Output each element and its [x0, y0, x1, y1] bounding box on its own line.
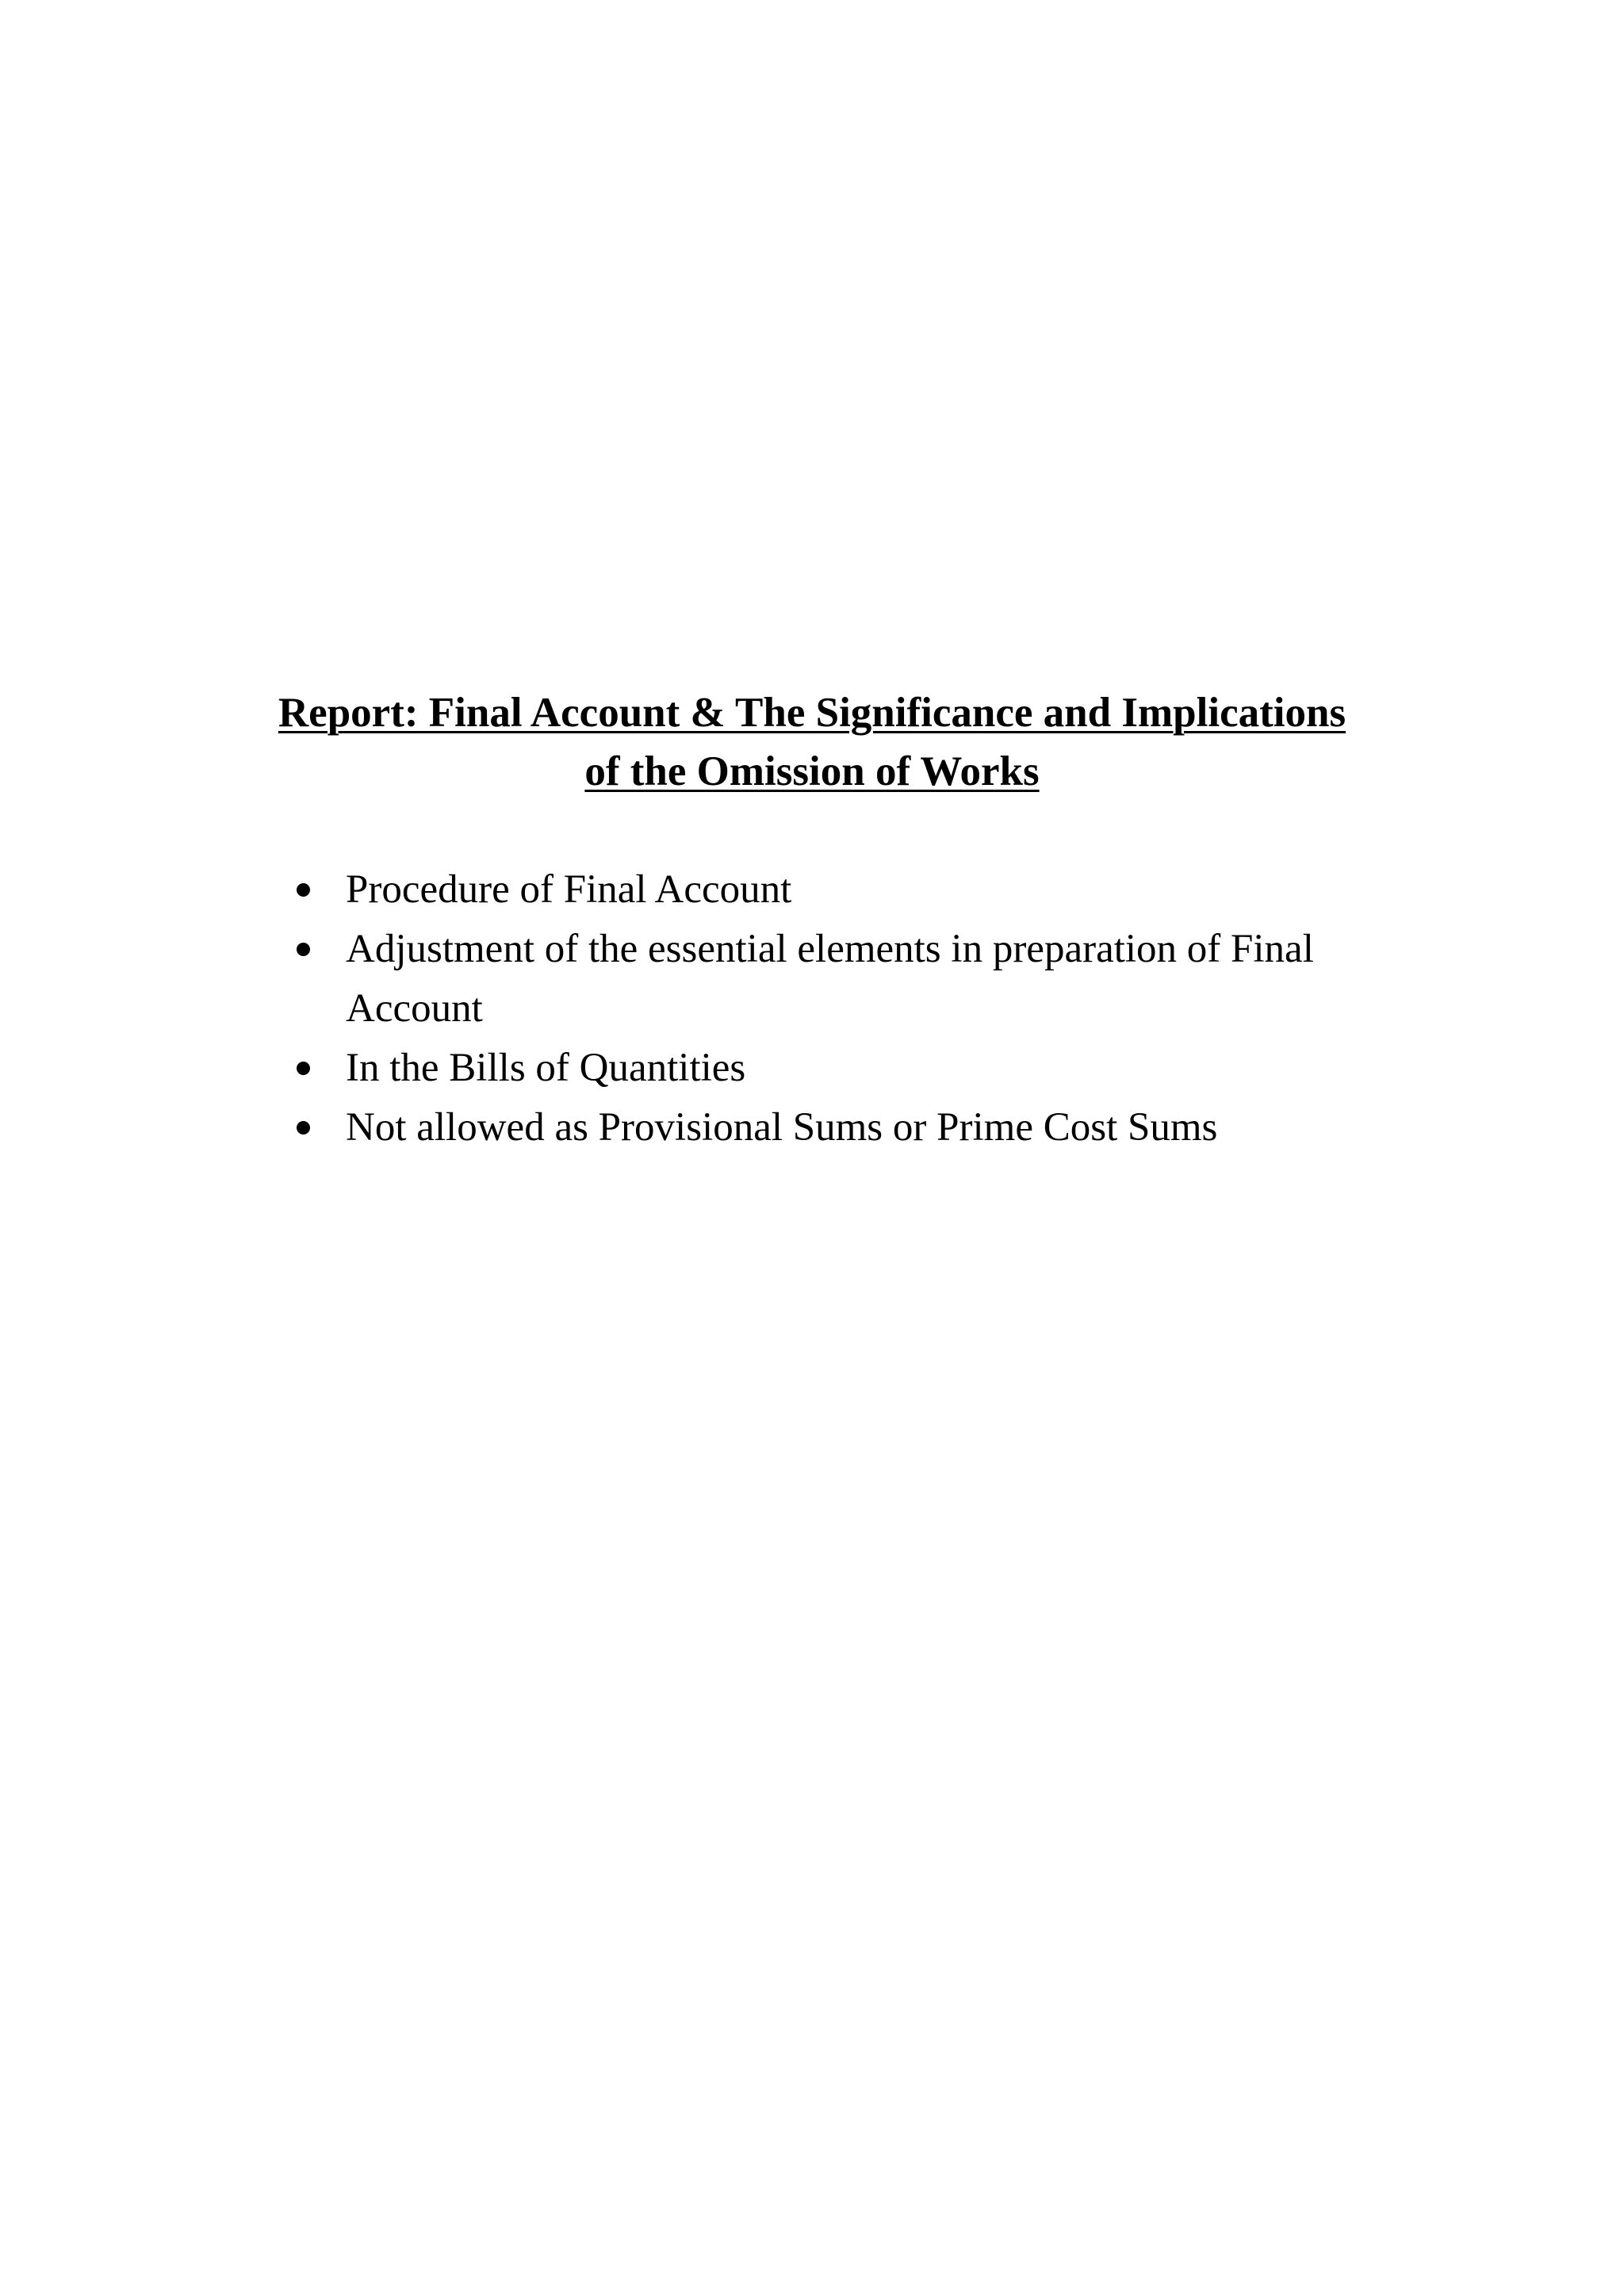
- bullet-icon: [297, 1062, 310, 1075]
- bullet-icon: [297, 1121, 310, 1135]
- list-item-text: Adjustment of the essential elements in preparation of Final Account: [346, 927, 1314, 1031]
- list-item-text: In the Bills of Quantities: [346, 1046, 746, 1090]
- report-title-line-2: of the Omission of Works: [584, 748, 1040, 794]
- list-item: [293, 1098, 1348, 1158]
- bullet-icon: [297, 943, 310, 956]
- report-title-line-1: Report: Final Account & The Significance and Implications: [278, 690, 1346, 736]
- list-item-text: Not allowed as Provisional Sums or Prime Cost Sums: [346, 1105, 1218, 1150]
- list-item: [293, 860, 1348, 920]
- topic-list: [293, 860, 1348, 1158]
- bullet-icon: [297, 883, 310, 897]
- report-title: [238, 683, 1386, 801]
- list-item: [293, 920, 1348, 1039]
- list-item-text: Procedure of Final Account: [346, 867, 792, 912]
- list-item: [293, 1039, 1348, 1098]
